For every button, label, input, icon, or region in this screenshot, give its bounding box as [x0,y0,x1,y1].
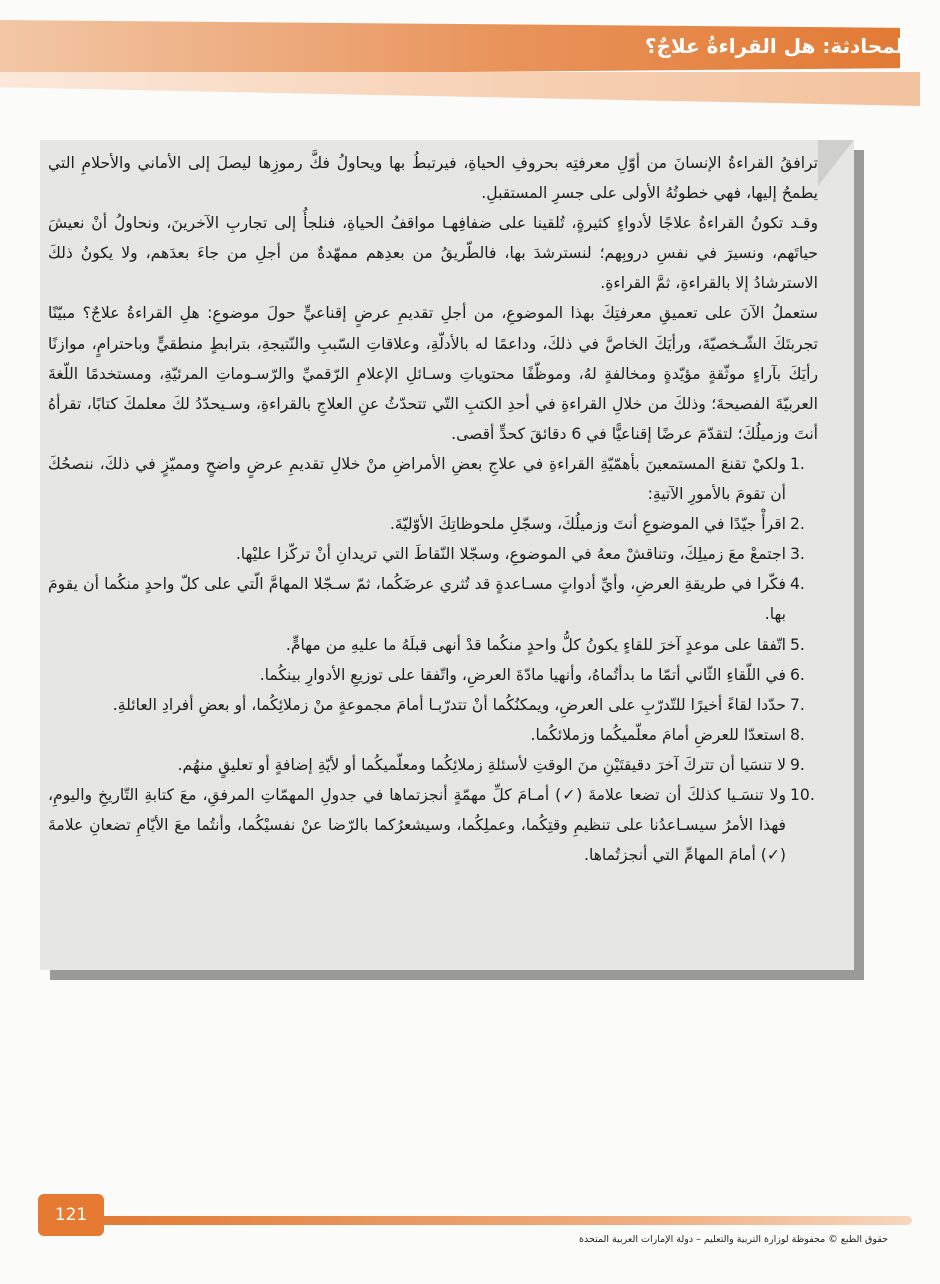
step-text: حدّدا لقاءً أخيرًا للتّدرّبِ على العرضِ، ويمكنُكُما أنْ تتدرّبـا أمامَ مجموعةٍ منْ زملائِكُما، أو بعضِ أفرادِ العائلةِ. [112,695,786,714]
panel-corner-fold [818,140,854,186]
intro-paragraph-1: ترافقُ القراءةُ الإنسانَ من أوّلِ معرفتِه بحروفِ الحياةِ، فيرتبطُ بها ويحاولُ فكَّ رموزِها ليصلَ إلى الأماني والأحلامِ التي يطمحُ إليها، فهي خطوتُهُ الأولى على جسرِ المستقبلِ. [48,154,818,203]
list-item [48,539,818,569]
step-number: 1. [790,454,805,473]
step-text: اجتمعْ معَ زميلِكَ، وتناقشْ معهُ في الموضوعِ، وسجّلا النّقاطَ التي تريدانِ أنْ تركّزا عليْها. [235,545,786,564]
copyright-notice: حقوق الطبع © محفوظة لوزارة التربية والتعليم – دولة الإمارات العربية المتحدة [579,1234,888,1245]
intro-paragraph-2: وقـد تكونُ القراءةُ علاجًا لأدواءٍ كثيرةٍ، تُلقينا على ضفافِهـا مواقفُ الحياةِ، فنلجأُ إلى تجاربِ الآخرينَ، ونحاولُ أنْ نعيشَ حياتَهم، ونسيرَ في نفسِ دروبِهم؛ لنسترشدَ بها، فالطّريقُ من بعدِهم ممهّدةٌ من أجلِ من جاءَ بعدَهم، ولا يكونُ ذلكَ الاسترشادُ إلا بالقراءةِ، ثمَّ القراءةِ. [48,214,818,293]
step-number: 10. [790,785,815,804]
step-number: 4. [790,575,805,594]
list-item [48,449,818,509]
page-number: 121 [38,1194,104,1236]
footer-bar [100,1216,912,1225]
step-number: 9. [790,755,805,774]
list-item [48,660,818,690]
page-title: المحادثة: هل القراءةُ علاجٌ؟ [644,34,910,58]
step-text: في اللّقاءِ الثّاني أتمّا ما بدأتُماهُ، وأنهيا مادّةَ العرضِ، واتّفقا على توزيعِ الأدوارِ بينكُما. [259,665,786,684]
header-accent [0,72,920,106]
step-text: ولكيْ تقنعَ المستمعينَ بأهمّيّةِ القراءةِ في علاجِ بعضِ الأمراضِ منْ خلالِ تقديمِ عرضٍ واضحٍ ومميّزٍ في ذلكَ، ننصحُكَ أن تقومَ بالأمورِ الآتيةِ: [48,454,786,504]
step-number: 7. [790,695,805,714]
step-text: فكّرا في طريقةِ العرضِ، وأيِّ أدواتٍ مسـاعدةٍ قد تُثري عرضَكُما، ثمّ سـجّلا المهامَّ الّتي على كلّ واحدٍ منكُما أن يقومَ بها. [48,575,786,624]
step-text: استعدّا للعرضِ أمامَ معلّميكُما وزملائكُما. [530,725,786,744]
list-item [48,690,818,720]
steps-list [48,449,818,870]
step-text: اقرأْ جيّدًا في الموضوعِ أنتَ وزميلُكَ، وسجّلِ ملحوظاتِكَ الأوّليّةَ. [389,515,786,534]
step-number: 2. [790,515,805,534]
step-text: لا تنسَيا أن تتركَ آخرَ دقيقتَيْنِ منَ الوقتِ لأسئلةِ زملائِكُما ومعلّميكُما أو لأيّةِ إضافةٍ أو تعليقٍ منهُم. [177,755,786,774]
list-item [48,630,818,660]
list-item [48,509,818,539]
list-item [48,750,818,780]
intro-paragraph-3: ستعملُ الآنَ على تعميقِ معرفتِكَ بهذا الموضوعِ، من أجلِ تقديمِ عرضٍ إقناعيٍّ حولَ موضوعِ: هلِ القراءةُ علاجٌ؟ مبيّنًا تجربتَكَ الشّـخصيّةَ، ورأيَكَ الخاصَّ في ذلكَ، وداعمًا له بالأدلّةِ، وعلاقاتِ السّببِ والنّتيجةِ، بترابطٍ منطقيٍّ وباحترامٍ، موازنًا رأيَكَ بآراءٍ موثّقةٍ مؤيّدةٍ ومخالفةٍ لهُ، وموظّفًا محتوياتِ وسـائلِ الإعلامِ الرّقميِّ والرّسـوماتِ المرئيّةِ، ومستخدمًا اللّغةَ العربيّةَ الفصيحةَ؛ وذلكَ من خلالِ القراءةِ في أحدِ الكتبِ التّي تتحدّثُ عنِ العلاجِ بالقراءةِ، وسـيحدّدُ لكَ معلمكَ كتابًا، تقرأهُ أنتَ وزميلُكَ؛ لتقدّمَ عرضًا إقناعيًّا في 6 دقائقَ كحدٍّ أقصى. [48,304,818,443]
step-number: 8. [790,725,805,744]
content-text [48,148,818,870]
step-text: ولا تنسَـيا كذلكَ أن تضعا علامةَ (✓) أمـامَ كلِّ مهمّةٍ أنجزتماها في جدولِ المهمّاتِ المرفقِ، معَ كتابةِ التّاريخِ واليومِ، فهذا الأمرُ سيسـاعدُنا على تنظيمِ وقتِكُما، وعملِكُما، وسيشعرُكما بالرّضا عنْ نفسيْكُما، وأنتُما معَ الأيّامِ تضعانِ علامةَ (✓) أمامَ المهامِّ التي أنجزتُماها. [48,785,786,865]
list-item [48,569,818,629]
step-number: 5. [790,635,805,654]
list-item [48,780,818,870]
step-number: 3. [790,545,805,564]
list-item [48,720,818,750]
step-number: 6. [790,665,805,684]
step-text: اتّفقا على موعدٍ آخرَ للقاءٍ يكونُ كلُّ واحدٍ منكُما قدْ أنهى قبلَهُ ما عليهِ من مهامٍّ. [285,635,786,654]
